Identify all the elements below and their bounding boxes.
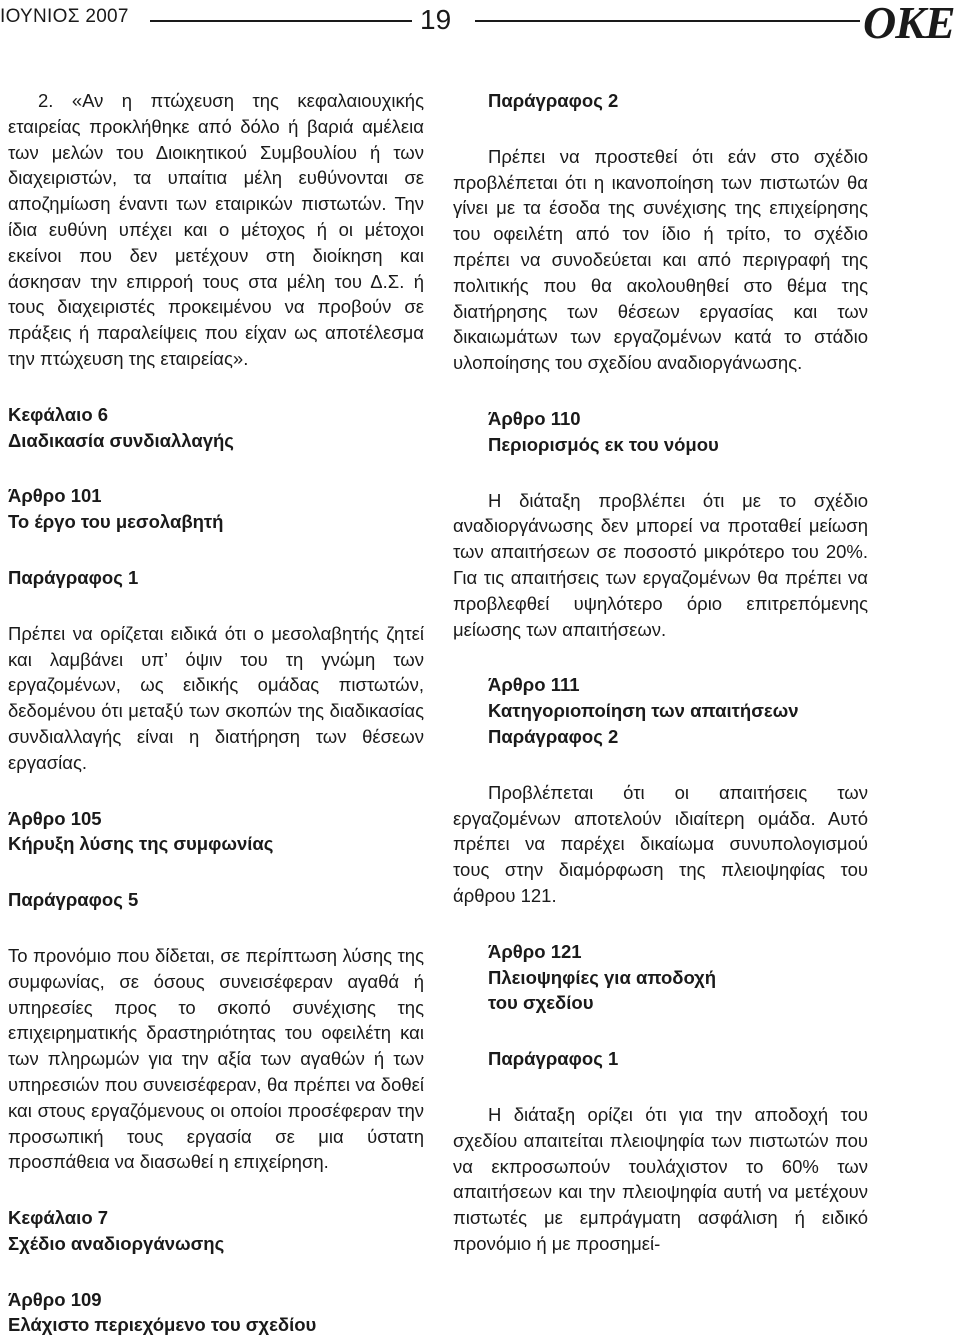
article-111-title: Κατηγοριοποίηση των απαιτήσεων bbox=[488, 700, 799, 722]
paragraph-2-label: Παράγραφος 2 bbox=[488, 90, 619, 111]
article-109-title: Ελάχιστο περιεχόμενο του σχεδίου bbox=[8, 1314, 317, 1336]
chapter-6-title: Διαδικασία συνδιαλλαγής bbox=[8, 429, 234, 451]
article-101-title: Το έργο του μεσολαβητή bbox=[8, 511, 224, 533]
chapter-7-title: Σχέδιο αναδιοργάνωσης bbox=[8, 1232, 225, 1254]
article-121-text: Η διάταξη ορίζει ότι για την αποδοχή του σχεδίου απαιτείται πλειοψηφία των πιστωτών που να εκπροσωπούν τουλάχιστον το 60% των απαιτήσεων και την πλειοψηφία αυτή να μετέχουν πιστωτές με εμπράγματη ασφάλιση ή ειδικό προνόμιο ή με προσημεί- bbox=[453, 1103, 868, 1254]
left-column bbox=[8, 88, 424, 1338]
article-121-title-line-1: Πλειοψηφίες για αποδοχή bbox=[488, 966, 717, 988]
issue-date: ΙΟΥΝΙΟΣ 2007 bbox=[0, 6, 129, 27]
article-110-title: Περιορισμός εκ του νόμου bbox=[488, 433, 719, 455]
article-121-label: Άρθρο 121 bbox=[488, 940, 582, 962]
article-110-label: Άρθρο 110 bbox=[488, 407, 581, 429]
article-111-paragraph-label: Παράγραφος 2 bbox=[488, 725, 619, 747]
paragraph-2-text: Πρέπει να προστεθεί ότι εάν στο σχέδιο προβλέπεται ότι η ικανοποίηση των πιστωτών θα γίνει με τα έσοδα της συνέχισης της επιχείρησης του οφειλέτη από τον ίδιο ή τρίτο, το σχέδιο πρέπει να συνοδεύεται και από περιγραφή της πολιτικής που θα ακολουθηθεί στο θέμα της διατήρησης των θέσεων εργασίας και των δικαιωμάτων των εργαζομένων κατά το στάδιο υλοποίησης του σχεδίου αναδιοργάνωσης. bbox=[453, 145, 868, 374]
article-121-title-line-2: του σχεδίου bbox=[488, 992, 594, 1014]
article-121-paragraph-label: Παράγραφος 1 bbox=[488, 1048, 619, 1070]
article-105-label: Άρθρο 105 bbox=[8, 807, 102, 829]
header-rule-right bbox=[475, 20, 860, 22]
article-110-text: Η διάταξη προβλέπει ότι με το σχέδιο αναδιοργάνωσης δεν μπορεί να προταθεί μείωση των απαιτήσεων σε ποσοστό μικρότερο του 20%. Για τις απαιτήσεις των εργαζομένων θα πρέπει να προβλεφθεί υψηλότερο όριο επιτρεπόμενης μείωσης των απαιτήσεων. bbox=[453, 489, 868, 640]
page-number: 19 bbox=[420, 4, 452, 35]
article-105-paragraph-label: Παράγραφος 5 bbox=[8, 889, 139, 911]
right-column bbox=[453, 88, 868, 1257]
article-101-label: Άρθρο 101 bbox=[8, 485, 102, 507]
publication-logo: ΟΚΕ bbox=[863, 0, 955, 48]
page-header bbox=[0, 0, 960, 48]
article-101-paragraph-label: Παράγραφος 1 bbox=[8, 566, 139, 588]
article-111-text: Προβλέπεται ότι οι απαιτήσεις των εργαζομένων αποτελούν ιδιαίτερη ομάδα. Αυτό πρέπει να παρέχει δικαίωμα συνυπολογισμού τους στην διαμόρφωση της πλειοψηφίας του άρθρου 121. bbox=[453, 781, 868, 906]
header-rule-left bbox=[150, 20, 412, 22]
article-105-text: Το προνόμιο που δίδεται, σε περίπτωση λύσης της συμφωνίας, σε όσους συνεισέφεραν αγαθά ή υπηρεσίες προς το σκοπό συνέχισης της επιχειρηματικής δραστηριότητας του οφειλέτη και των πληρωμών για την αξία των αγαθών ή των υπηρεσιών που συνεισέφεραν, θα πρέπει να δοθεί και στους εργαζόμενους οι οποίοι προσέφεραν την προσωπική τους εργασία σε μια ύστατη προσπάθεια να διασωθεί η επιχείρηση. bbox=[8, 944, 424, 1173]
article-101-text: Πρέπει να ορίζεται ειδικά ότι ο μεσολαβητής ζητεί και λαμβάνει υπ’ όψιν του τη γνώμη των εργαζομένων, ως ειδικής ομάδας πιστωτών, δεδομένου ότι μεταξύ των σκοπών της διαδικασίας συνδιαλλαγής είναι η διατήρηση των θέσεων εργασίας. bbox=[8, 622, 424, 773]
article-111-label: Άρθρο 111 bbox=[488, 674, 580, 696]
chapter-7-label: Κεφάλαιο 7 bbox=[8, 1207, 109, 1229]
article-109-label: Άρθρο 109 bbox=[8, 1288, 102, 1310]
article-105-title: Κήρυξη λύσης της συμφωνίας bbox=[8, 833, 274, 855]
chapter-6-label: Κεφάλαιο 6 bbox=[8, 403, 109, 425]
intro-paragraph: 2. «Αν η πτώχευση της κεφαλαιουχικής εταιρείας προκλήθηκε από δόλο ή βαριά αμέλεια των μελών του Διοικητικού Συμβουλίου ή των διαχειριστών, τα υπαίτια μέλη ευθύνονται σε αποζημίωση έναντι των εταιρικών πιστωτών. Την ίδια ευθύνη υπέχει και ο μέτοχος ή οι μέτοχοι εκείνοι που δεν μετέχουν στη διοίκηση και άσκησαν την επιρροή τους στα μέλη του Δ.Σ. ή τους διαχειριστές προκειμένου να προβούν σε πράξεις ή παραλείψεις που είχαν ως αποτέλεσμα την πτώχευση της εταιρείας». bbox=[8, 90, 424, 369]
